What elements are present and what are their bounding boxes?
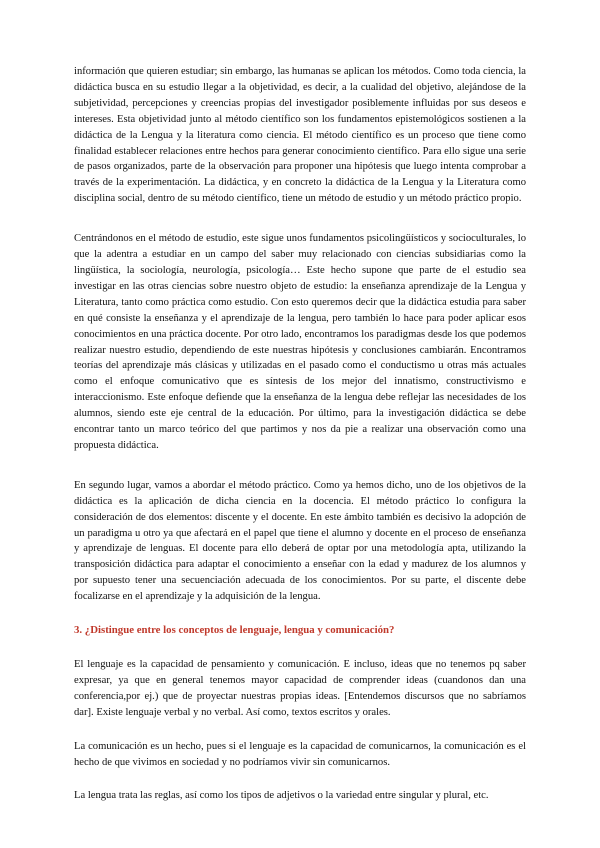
paragraph-spacer: [74, 454, 526, 478]
paragraph-spacer: [74, 605, 526, 623]
paragraph-spacer: [74, 639, 526, 657]
paragraph-practical-method: En segundo lugar, vamos a abordar el método práctico. Como ya hemos dicho, uno de los objetivos de la didáctica es la aplicación de dicha ciencia en la docencia. El método práctico lo configura la consideración de dos elementos: discente y el docente. En este ámbito también es decisivo la adopción de un paradigma u otro ya que afectará en el papel que tiene el alumno y docente en el proceso de enseñanza y aprendizaje de lenguas. El docente para ello deberá de optar por una metodología apta, utilizando la transposición didáctica para adaptar el conocimiento a enseñar con la edad y madurez de los alumnos y por supuesto tener una secuenciación adecuada de los conocimientos. Por su parte, el discente debe focalizarse en el aprendizaje y la adquisición de la lengua.: [74, 479, 526, 603]
paragraph-spacer: [74, 770, 526, 788]
paragraph-spacer: [74, 207, 526, 231]
section-heading: 3. ¿Distingue entre los conceptos de lenguaje, lengua y comunicación?: [74, 624, 395, 637]
paragraph-study-method: Centrándonos en el método de estudio, este sigue unos fundamentos psicolingüísticos y socioculturales, lo que la adentra a estudiar en un campo del saber muy relacionado con ciencias subsidiarias como la lingüística, la sociología, neurología, psicología… Este hecho supone que parte de el estudio sea investigar en las otras ciencias sobre nuestro objeto de estudio: la enseñanza aprendizaje de la Lengua y Literatura, tanto como práctica como estudio. Con esto queremos decir que la didáctica estudia para saber en qué consiste la enseñanza y el aprendizaje de la lengua, pero también lo hace para poder aplicar esos conocimientos en una práctica docente. Por otro lado, encontramos los paradigmas desde los que podemos realizar nuestro estudio, dependiendo de este nuestras hipótesis y conclusiones cambiarán. Encontramos teorías del aprendizaje más clásicas y utilizadas en el pasado como el conductismo u otras más actuales como el enfoque comunicativo que es síntesis de los mejor del innatismo, constructivismo e interaccionismo. Este enfoque defiende que la enseñanza de la lengua debe reflejar las necesidades de los alumnos, siendo este eje central de la educación. Por último, para la investigación didáctica se debe encontrar tanto un marco teórico del que partimos y nos da pie a realizar una observación como una propuesta didáctica.: [74, 233, 526, 451]
paragraph-comunicacion: La comunicación es un hecho, pues si el lenguaje es la capacidad de comunicarnos, la comunicación es el hecho de que vivimos en sociedad y no podríamos vivir sin comunicarnos.: [74, 740, 526, 768]
paragraph-objectivity: información que quieren estudiar; sin embargo, las humanas se aplican los métodos. Como toda ciencia, la didáctica busca en su estudio llegar a la objetividad, es decir, a la cualidad del objetivo, alejándose de la subjetividad, percepciones y creencias propias del investigador posiblemente influidas por sus deseos e intereses. Esta objetividad junto al método científico son los fundamentos epistemológicos sostienen a la didáctica de la Lengua y la literatura como ciencia. El método científico es un proceso que tiene como finalidad establecer relaciones entre hechos para generar conocimiento científico. Para ello sigue una serie de pasos organizados, parte de la observación para proponer una hipótesis que luego intenta comprobar a través de la experimentación. La didáctica, y en concreto la didáctica de la Lengua y la Literatura como disciplina social, dentro de su método científico, tiene un método de estudio y un método práctico propio.: [74, 66, 526, 205]
paragraph-lenguaje: El lenguaje es la capacidad de pensamiento y comunicación. E incluso, ideas que no tenemos pq saber expresar, ya que en general tenemos mayor capacidad de comprender ideas (cuandonos dan una conferencia,por ej.) que de proyectar nuestras propias ideas. [Entendemos discursos que no sabríamos dar]. Existe lenguaje verbal y no verbal. Así como, textos escritos y orales.: [74, 659, 526, 718]
paragraph-lengua: La lengua trata las reglas, así como los tipos de adjetivos o la variedad entre singular y plural, etc.: [74, 790, 489, 802]
paragraph-spacer: [74, 721, 526, 739]
